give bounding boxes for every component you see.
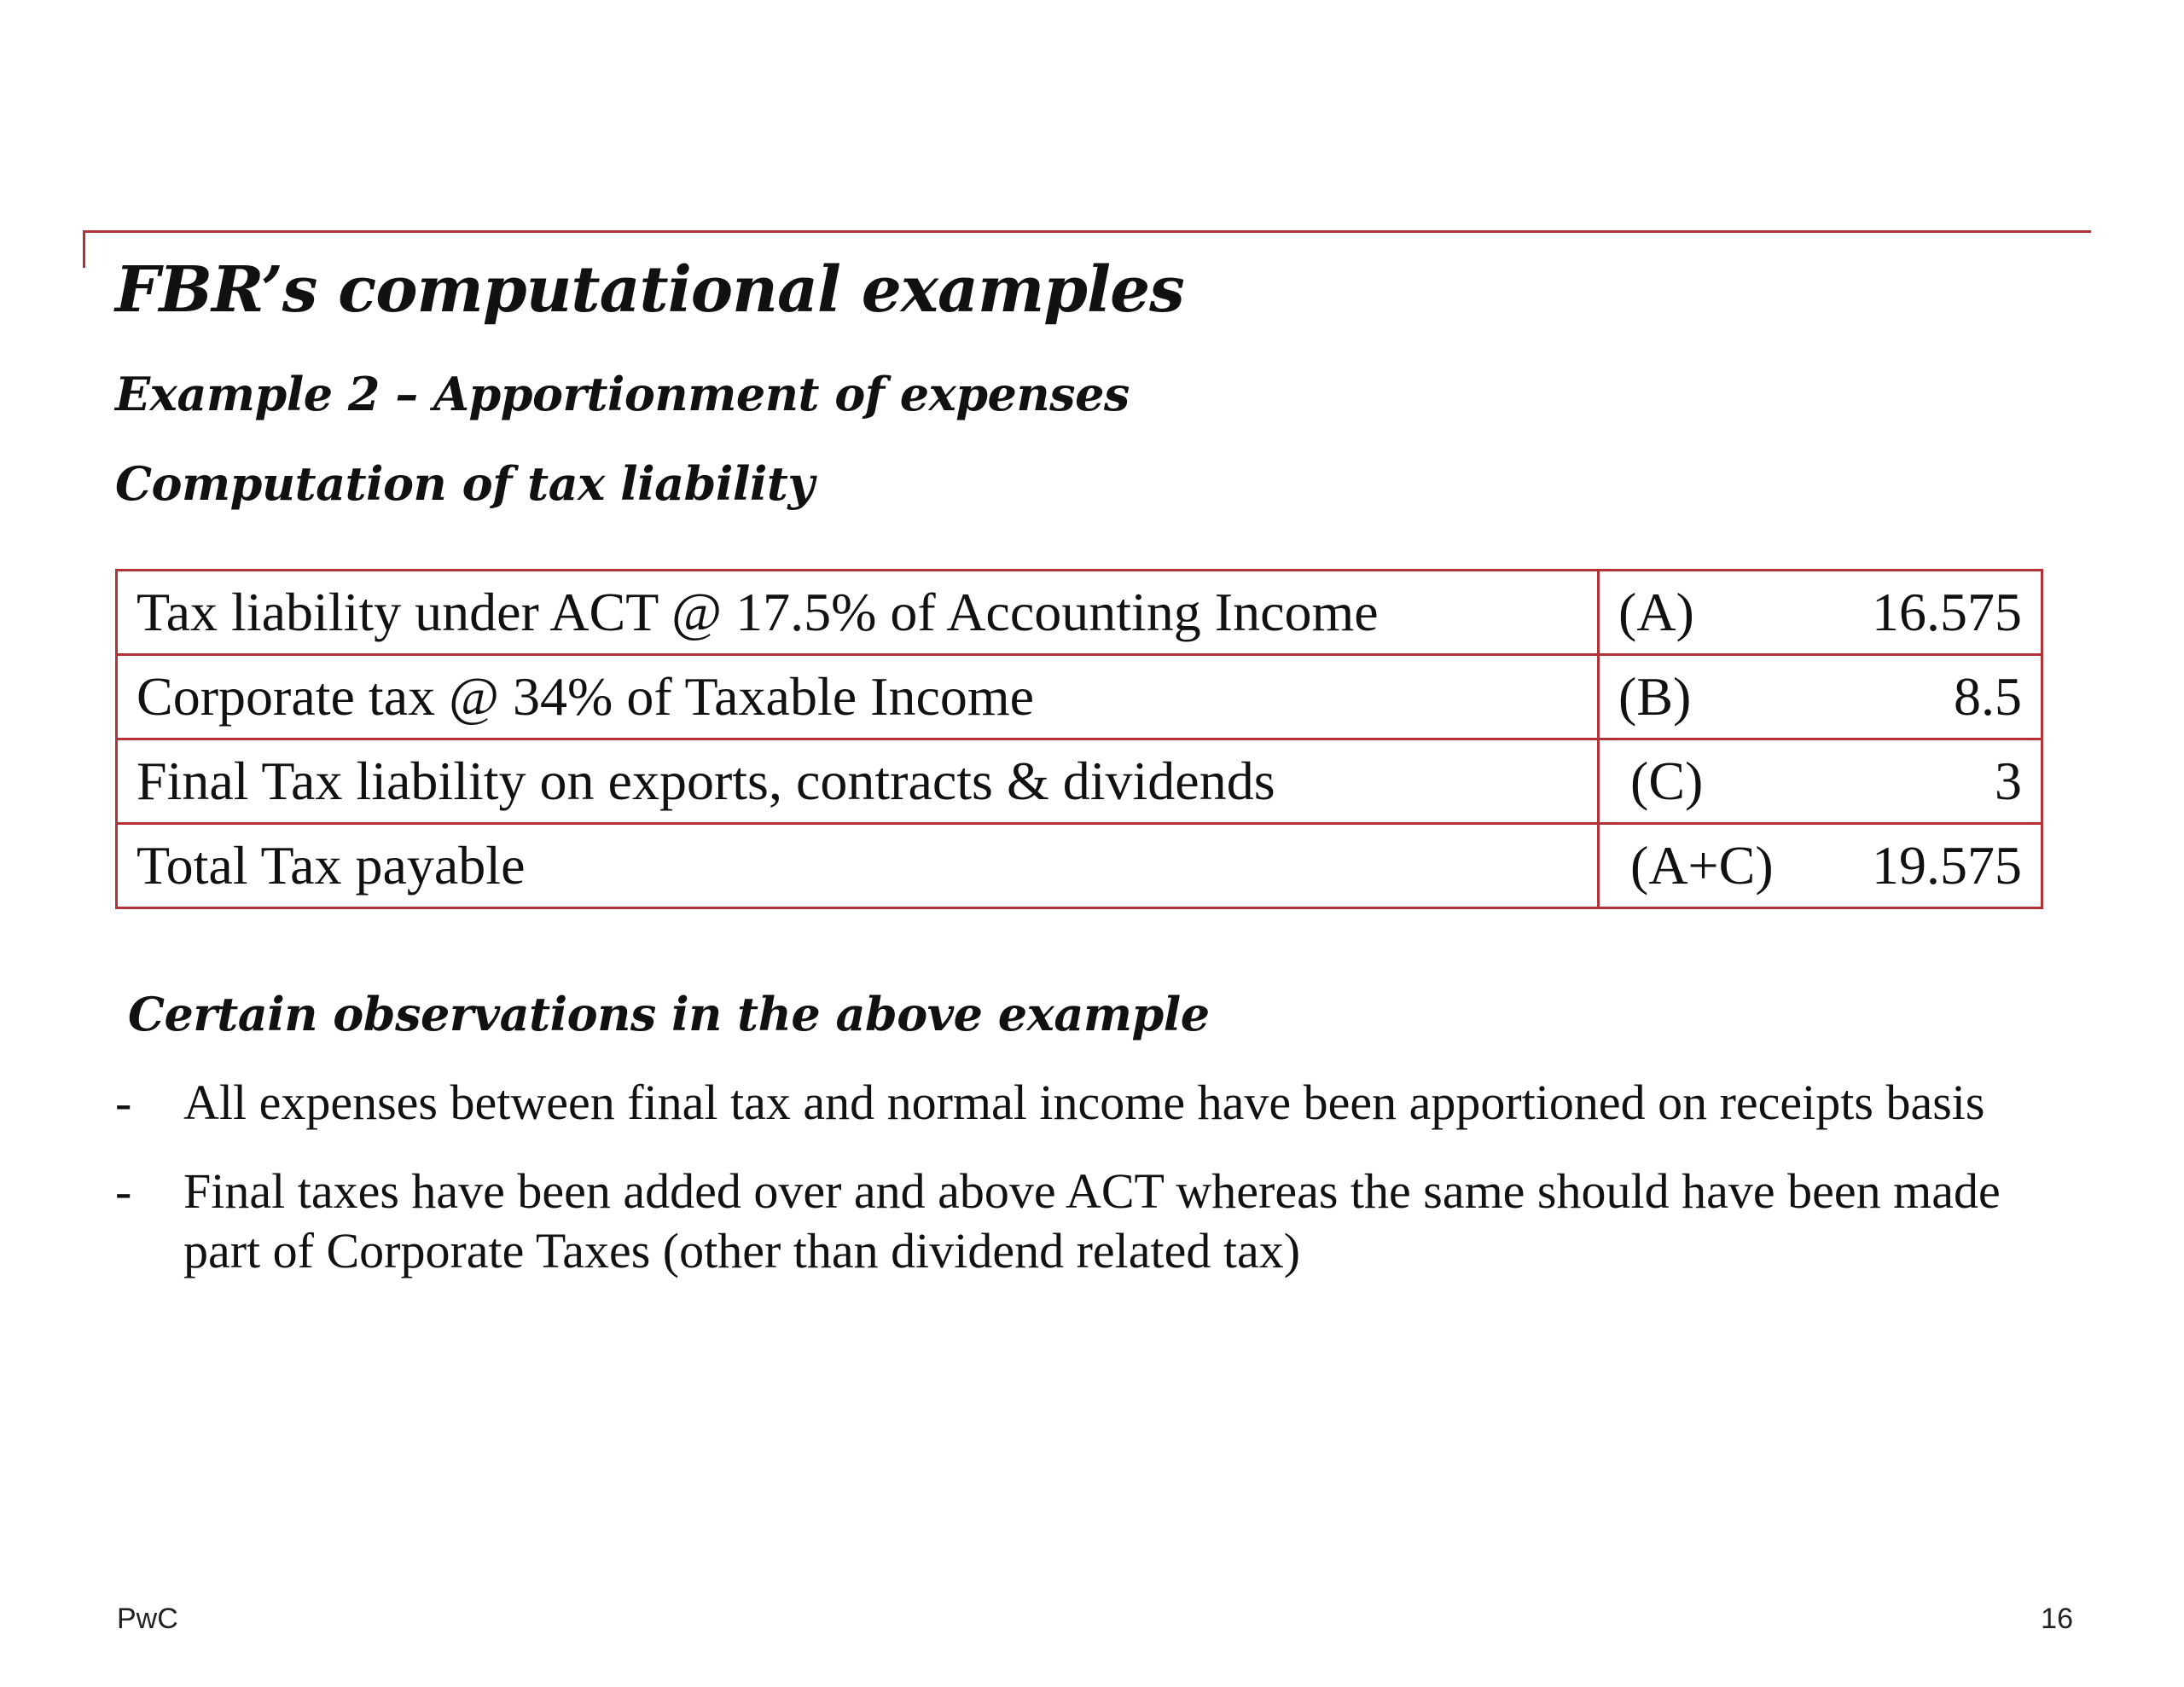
row-description: Tax liability under ACT @ 17.5% of Accounting Income (117, 571, 1599, 655)
example-subtitle: Example 2 – Apportionment of expenses (115, 367, 1130, 421)
row-ref: (C) (1630, 751, 1704, 811)
bullet-dash: - (115, 1163, 132, 1219)
observations-list (115, 1073, 2077, 1310)
row-ref-value-cell (1599, 655, 2042, 739)
row-ref-value-cell (1599, 571, 2042, 655)
row-value: 8.5 (1954, 666, 2022, 727)
observation-text: Final taxes have been added over and above ACT whereas the same should have been made part of Corporate Taxes (other than dividend related tax) (183, 1163, 2001, 1278)
footer-brand: PwC (117, 1603, 178, 1635)
computation-subtitle: Computation of tax liability (115, 456, 815, 511)
row-value: 16.575 (1872, 582, 2022, 642)
bullet-dash: - (115, 1075, 132, 1130)
table-row (117, 571, 2042, 655)
table-row (117, 655, 2042, 739)
row-ref: (A) (1618, 582, 1694, 642)
row-ref: (B) (1618, 666, 1692, 727)
header-rule (83, 230, 2091, 233)
row-ref-value-cell (1599, 824, 2042, 908)
table-row (117, 739, 2042, 824)
list-item (115, 1073, 2077, 1133)
page-title: FBR’s computational examples (115, 253, 1184, 327)
row-description: Total Tax payable (117, 824, 1599, 908)
row-description: Corporate tax @ 34% of Taxable Income (117, 655, 1599, 739)
row-ref-value-cell (1599, 739, 2042, 824)
table-row (117, 824, 2042, 908)
list-item (115, 1162, 2077, 1281)
tax-liability-table (115, 569, 2043, 909)
observations-heading: Certain observations in the above example (128, 987, 1210, 1041)
header-rule-tick (83, 230, 85, 268)
row-value: 3 (1995, 751, 2022, 811)
row-value: 19.575 (1872, 835, 2022, 896)
row-ref: (A+C) (1630, 835, 1774, 896)
row-description: Final Tax liability on exports, contracts & dividends (117, 739, 1599, 824)
observation-text: All expenses between final tax and normal income have been apportioned on receipts basis (183, 1075, 1985, 1130)
page-number: 16 (2041, 1603, 2073, 1635)
